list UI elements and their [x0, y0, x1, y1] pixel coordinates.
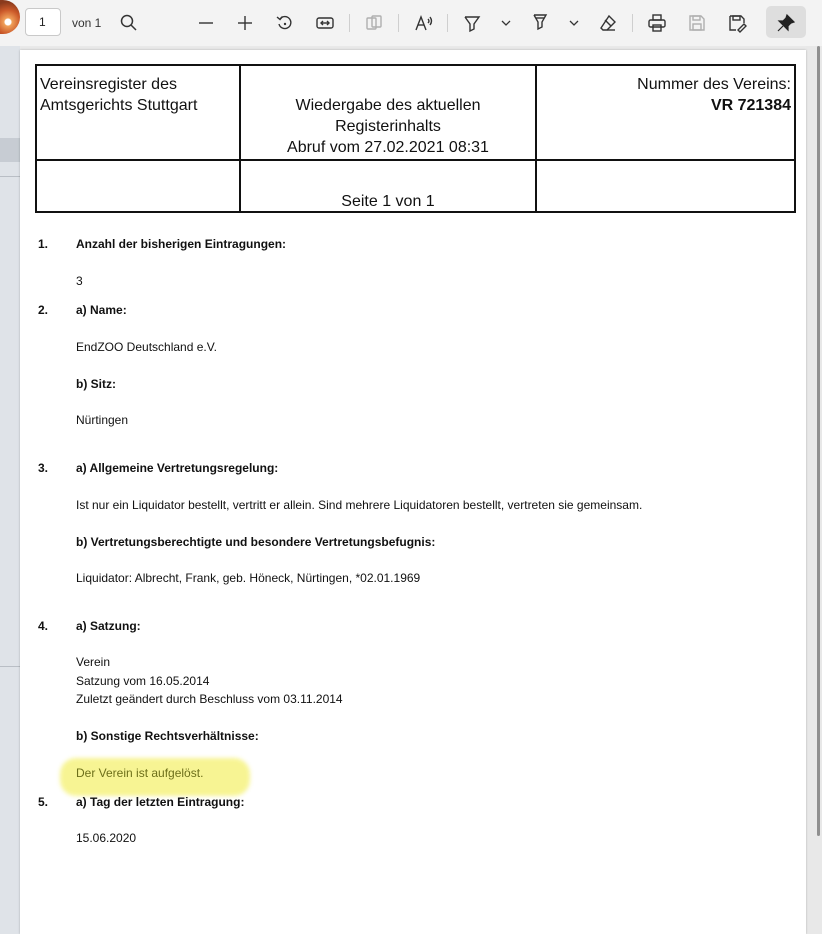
register-content: [20, 50, 806, 934]
page-indicator: Seite 1 von 1: [341, 193, 435, 210]
pdf-toolbar: [0, 0, 822, 46]
section-value: Satzung vom 16.05.2014: [76, 674, 210, 688]
page-view-icon[interactable]: [362, 11, 386, 35]
sidebar-strip: [0, 46, 20, 934]
search-icon[interactable]: [117, 11, 141, 35]
section-label: b) Sonstige Rechtsverhältnisse:: [76, 729, 259, 743]
eraser-icon[interactable]: [596, 11, 620, 35]
rotate-icon[interactable]: [273, 11, 297, 35]
court-line: Amtsgerichts Stuttgart: [40, 97, 198, 114]
section-number: 4.: [38, 619, 49, 633]
title-line: Registerinhalts: [335, 118, 441, 135]
fit-width-icon[interactable]: [313, 11, 337, 35]
section-value: Nürtingen: [76, 413, 129, 427]
pdf-page: [20, 50, 806, 934]
toolbar-separator: [398, 14, 399, 32]
section-number: 1.: [38, 237, 49, 251]
draw-dropdown-icon[interactable]: [562, 11, 586, 35]
toolbar-separator: [349, 14, 350, 32]
section-label: b) Sitz:: [76, 377, 116, 391]
section-label: a) Name:: [76, 303, 127, 317]
section-number: 3.: [38, 461, 49, 475]
section-label: a) Allgemeine Vertretungsregelung:: [76, 461, 279, 475]
section-value: Liquidator: Albrecht, Frank, geb. Höneck, Nürtingen, *02.01.1969: [76, 571, 421, 585]
highlight-icon[interactable]: [460, 11, 484, 35]
section-label: Anzahl der bisherigen Eintragungen:: [76, 237, 287, 251]
print-icon[interactable]: [645, 11, 669, 35]
section-value: EndZOO Deutschland e.V.: [76, 340, 217, 354]
scrollbar[interactable]: [806, 46, 822, 934]
sidebar-divider: [0, 666, 20, 667]
highlighted-value: Der Verein ist aufgelöst.: [76, 766, 204, 780]
sidebar-divider: [0, 176, 20, 177]
toolbar-separator: [447, 14, 448, 32]
section-value: 3: [76, 274, 83, 288]
section-label: b) Vertretungsberechtigte und besondere Vertretungsbefugnis:: [76, 535, 436, 549]
title-line: Wiedergabe des aktuellen: [295, 97, 481, 114]
section-value: 15.06.2020: [76, 831, 137, 845]
page-number-input[interactable]: 1: [25, 8, 61, 36]
highlight-dropdown-icon[interactable]: [494, 11, 518, 35]
section-value: Verein: [76, 655, 111, 669]
section-label: a) Tag der letzten Eintragung:: [76, 795, 245, 809]
register-number-label: Nummer des Vereins:: [637, 76, 791, 93]
zoom-in-icon[interactable]: [233, 11, 257, 35]
zoom-out-icon[interactable]: [194, 11, 218, 35]
draw-icon[interactable]: [528, 11, 552, 35]
page-count-label: von 1: [72, 16, 102, 30]
save-as-icon[interactable]: [725, 11, 749, 35]
section-number: 2.: [38, 303, 49, 317]
toolbar-separator: [632, 14, 633, 32]
retrieval-date: Abruf vom 27.02.2021 08:31: [287, 139, 489, 156]
pin-icon[interactable]: [774, 11, 798, 35]
save-icon[interactable]: [685, 11, 709, 35]
sidebar-band: [0, 138, 20, 162]
section-value: Zuletzt geändert durch Beschluss vom 03.11.2014: [76, 692, 343, 706]
section-value: Ist nur ein Liquidator bestellt, vertritt er allein. Sind mehrere Liquidatoren bestellt, vertreten sie gemeinsam.: [76, 498, 643, 512]
register-number-value: VR 721384: [710, 97, 791, 114]
read-aloud-icon[interactable]: [412, 11, 436, 35]
court-line: Vereinsregister des: [40, 76, 177, 93]
section-label: a) Satzung:: [76, 619, 141, 633]
section-number: 5.: [38, 795, 49, 809]
scrollbar-thumb[interactable]: [817, 46, 820, 836]
